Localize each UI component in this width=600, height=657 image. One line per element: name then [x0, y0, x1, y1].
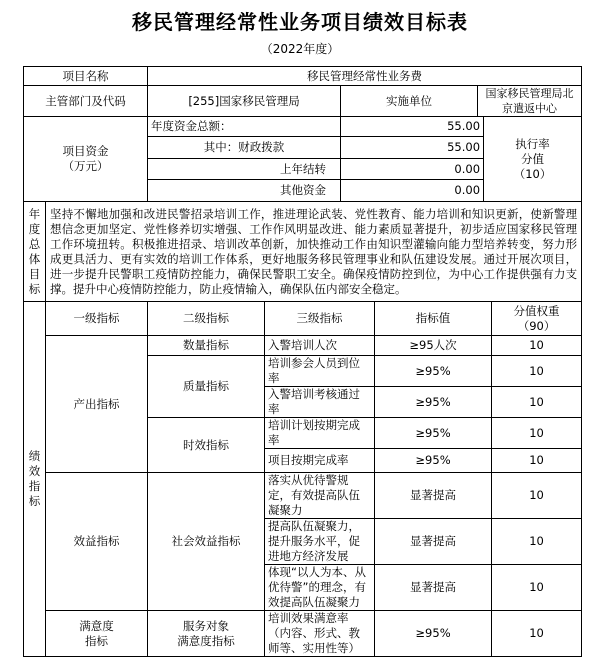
- project-name-value: 移民管理经常性业务费: [148, 67, 582, 86]
- dept-value: [255]国家移民管理局: [148, 86, 341, 117]
- impl-value: 国家移民管理局北京遣返中心: [478, 86, 582, 117]
- funds-fiscal-value: 55.00: [341, 137, 484, 159]
- indicator-weight: 10: [492, 565, 582, 611]
- indicator-level3: 培训计划按期完成率: [265, 418, 375, 449]
- indicator-value: ≥95%: [375, 356, 492, 387]
- funds-fiscal-label: 其中：财政拨款: [148, 137, 341, 159]
- indicator-level1-satisfaction: 满意度 指标: [46, 611, 148, 657]
- funds-label: 项目资金 （万元）: [24, 117, 148, 202]
- header-level1: 一级指标: [46, 302, 148, 336]
- indicator-weight: 10: [492, 449, 582, 473]
- indicator-level2-social: 社会效益指标: [148, 473, 265, 611]
- funds-carry-label: 上年结转: [148, 159, 341, 180]
- funds-carry-value: 0.00: [341, 159, 484, 180]
- funds-other-value: 0.00: [341, 180, 484, 202]
- impl-label: 实施单位: [341, 86, 478, 117]
- indicator-level2-quantity: 数量指标: [148, 336, 265, 356]
- indicator-value: ≥95%: [375, 387, 492, 418]
- goal-text: 坚持不懈地加强和改进民警招录培训工作，推进理论武装、党性教育、能力培训和知识更新，使新警理想信念更加坚定、党性修养切实增强、工作作风明显改进、能力素质显著提升，初步适应国家移民管理工作环境扭转。积极推进招录、培训改革创新，加快推动工作由知识型灌输向能力型培养转变，努力形成更具活力、更有实效的培训工作体系，更好地服务移民管理事业和队伍建设发展。通过开展次项目，进一步提升民警职工疫情防控能力，确保民警职工安全。确保疫情防控到位，为中心工作提供强有力支撑。提升中心疫情防控能力，防止疫情输入，确保队伍内部安全稳定。: [46, 202, 582, 302]
- indicator-value: ≥95%: [375, 611, 492, 657]
- indicators-section-label: 绩 效 指 标: [24, 302, 46, 657]
- indicator-weight: 10: [492, 336, 582, 356]
- page-subtitle: （2022年度）: [260, 42, 340, 56]
- indicator-level3: 培训效果满意率（内容、形式、教师等、实用性等）: [265, 611, 375, 657]
- indicator-level3: 落实从优待警规定，有效提高队伍凝聚力: [265, 473, 375, 519]
- indicator-level2-satisfaction: 服务对象 满意度指标: [148, 611, 265, 657]
- indicator-weight: 10: [492, 519, 582, 565]
- indicator-weight: 10: [492, 611, 582, 657]
- indicator-level2-timeliness: 时效指标: [148, 418, 265, 473]
- indicator-weight: 10: [492, 418, 582, 449]
- indicator-weight: 10: [492, 356, 582, 387]
- indicator-value: 显著提高: [375, 565, 492, 611]
- indicator-weight: 10: [492, 473, 582, 519]
- funds-other-label: 其他资金: [148, 180, 341, 202]
- indicator-level3: 入警培训考核通过率: [265, 387, 375, 418]
- dept-label: 主管部门及代码: [24, 86, 148, 117]
- indicator-value: 显著提高: [375, 473, 492, 519]
- page-title: 移民管理经常性业务项目绩效目标表: [132, 10, 468, 34]
- funds-total-value: 55.00: [341, 117, 484, 137]
- project-name-label: 项目名称: [24, 67, 148, 86]
- indicator-value: ≥95人次: [375, 336, 492, 356]
- indicator-level3: 体现“以人为本、从优待警”的理念，有效提高队伍凝聚力: [265, 565, 375, 611]
- funds-total-label: 年度资金总额：: [148, 117, 341, 137]
- indicator-value: ≥95%: [375, 449, 492, 473]
- indicator-level2-quality: 质量指标: [148, 356, 265, 418]
- indicator-level1-benefit: 效益指标: [46, 473, 148, 611]
- indicator-level3: 入警培训人次: [265, 336, 375, 356]
- indicator-level3: 提高队伍凝聚力，提升服务水平，促进地方经济发展: [265, 519, 375, 565]
- indicator-value: ≥95%: [375, 418, 492, 449]
- exec-rate-label: 执行率 分值 （10）: [484, 117, 582, 202]
- header-weight: 分值权重 （90）: [492, 302, 582, 336]
- indicator-weight: 10: [492, 387, 582, 418]
- indicator-level1-output: 产出指标: [46, 336, 148, 473]
- indicator-value: 显著提高: [375, 519, 492, 565]
- indicator-level3: 项目按期完成率: [265, 449, 375, 473]
- header-level3: 三级指标: [265, 302, 375, 336]
- goal-label: 年 度 总 体 目 标: [24, 202, 46, 302]
- header-value: 指标值: [375, 302, 492, 336]
- indicator-level3: 培训参会人员到位率: [265, 356, 375, 387]
- header-level2: 二级指标: [148, 302, 265, 336]
- performance-table: [23, 66, 582, 657]
